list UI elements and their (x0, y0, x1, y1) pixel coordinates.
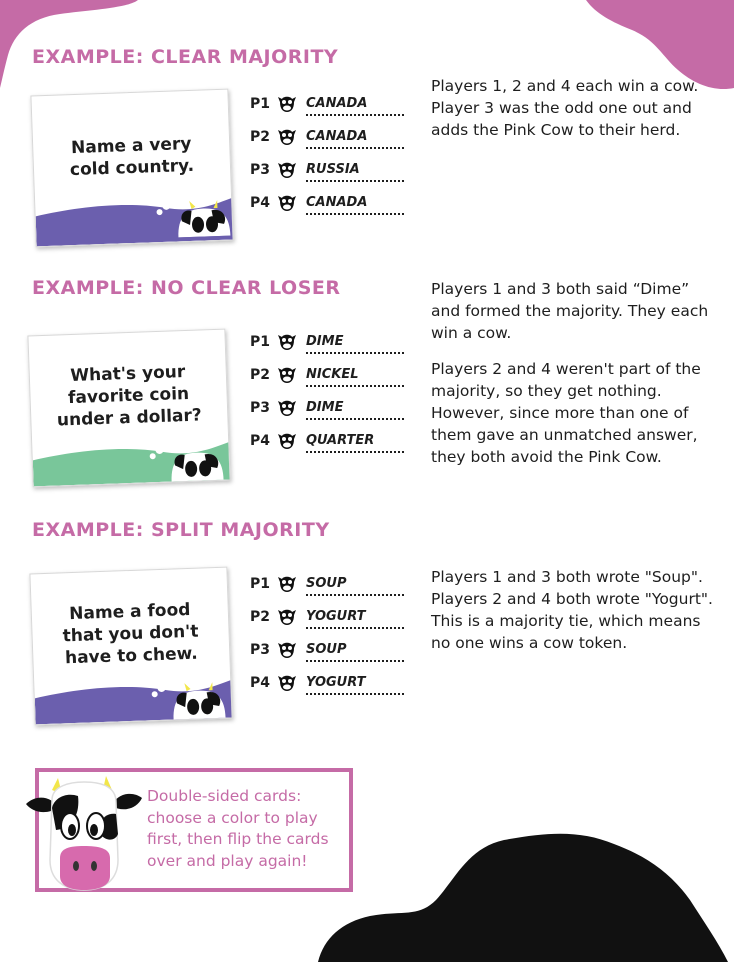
cow-head-icon (276, 573, 298, 593)
answer-row (250, 359, 406, 392)
player-label: P4 (250, 675, 271, 691)
example-heading-clear-majority: EXAMPLE: CLEAR MAJORITY (32, 46, 339, 68)
player-label: P3 (250, 400, 271, 416)
cow-head-icon (276, 364, 298, 384)
cow-head-icon (276, 672, 298, 692)
answer-row (250, 392, 406, 425)
card-question: Name a very cold country. (69, 133, 195, 181)
answer-word: YOGURT (306, 609, 404, 629)
cow-head-icon (276, 192, 298, 212)
answer-row (250, 667, 406, 700)
cow-head-icon (276, 397, 298, 417)
cow-head-icon (276, 126, 298, 146)
player-label: P4 (250, 433, 271, 449)
explanation-text: Players 1 and 3 both wrote "Soup". Players 2 and 4 both wrote "Yogurt". This is a majority tie, which means no one wins a cow token. (431, 568, 713, 652)
example-heading-split-majority: EXAMPLE: SPLIT MAJORITY (32, 519, 330, 541)
answer-row (250, 154, 406, 187)
answer-row (250, 121, 406, 154)
cow-head-icon (276, 430, 298, 450)
answer-row (250, 326, 406, 359)
answers-list-3 (250, 568, 406, 700)
answer-word: CANADA (306, 195, 404, 215)
player-label: P4 (250, 195, 271, 211)
player-label: P1 (250, 334, 271, 350)
answers-list-1 (250, 88, 406, 220)
cow-peek-icon (146, 672, 228, 721)
answer-row (250, 88, 406, 121)
answer-word: SOUP (306, 576, 404, 596)
player-label: P2 (250, 609, 271, 625)
answer-word: CANADA (306, 96, 404, 116)
answer-word: CANADA (306, 129, 404, 149)
answer-word: RUSSIA (306, 162, 404, 182)
answer-row (250, 425, 406, 458)
black-blob-bottom-right (318, 830, 734, 962)
cow-head-icon (276, 93, 298, 113)
answers-list-2 (250, 326, 406, 458)
tip-text: Double-sided cards: choose a color to play first, then flip the cards over and play again! (147, 787, 329, 870)
cow-head-icon (276, 639, 298, 659)
answer-word: DIME (306, 334, 404, 354)
answer-word: DIME (306, 400, 404, 420)
card-question: Name a food that you don't have to chew. (62, 599, 199, 669)
answer-word: SOUP (306, 642, 404, 662)
answer-row (250, 187, 406, 220)
cow-peek-icon (144, 434, 226, 483)
player-label: P2 (250, 129, 271, 145)
answer-word: QUARTER (306, 433, 404, 453)
cow-peek-icon (151, 190, 233, 239)
answer-row (250, 601, 406, 634)
explanation-text: Players 1, 2 and 4 each win a cow. Player 3 was the odd one out and adds the Pink Cow to their herd. (431, 77, 699, 139)
cow-head-icon (276, 331, 298, 351)
answer-row (250, 568, 406, 601)
answer-word: YOGURT (306, 675, 404, 695)
player-label: P3 (250, 642, 271, 658)
cow-head-icon (276, 159, 298, 179)
explanation-text: Players 2 and 4 weren't part of the majority, so they get nothing. However, since more than one of them gave an unmatched answer, they both avoid the Pink Cow. (431, 360, 701, 466)
player-label: P1 (250, 576, 271, 592)
explanation-text: Players 1 and 3 both said “Dime” and formed the majority. They each win a cow. (431, 280, 709, 342)
player-label: P3 (250, 162, 271, 178)
example-heading-no-clear-loser: EXAMPLE: NO CLEAR LOSER (32, 277, 341, 299)
question-card-1 (30, 89, 233, 248)
question-card-3 (29, 567, 232, 726)
cow-head-icon (276, 606, 298, 626)
answer-row (250, 634, 406, 667)
card-question: What's your favorite coin under a dollar? (56, 362, 203, 431)
question-card-2 (27, 329, 230, 488)
player-label: P1 (250, 96, 271, 112)
answer-word: NICKEL (306, 367, 404, 387)
pink-blob-top-left (0, 0, 150, 90)
pink-cow-mascot-icon (22, 768, 146, 896)
player-label: P2 (250, 367, 271, 383)
